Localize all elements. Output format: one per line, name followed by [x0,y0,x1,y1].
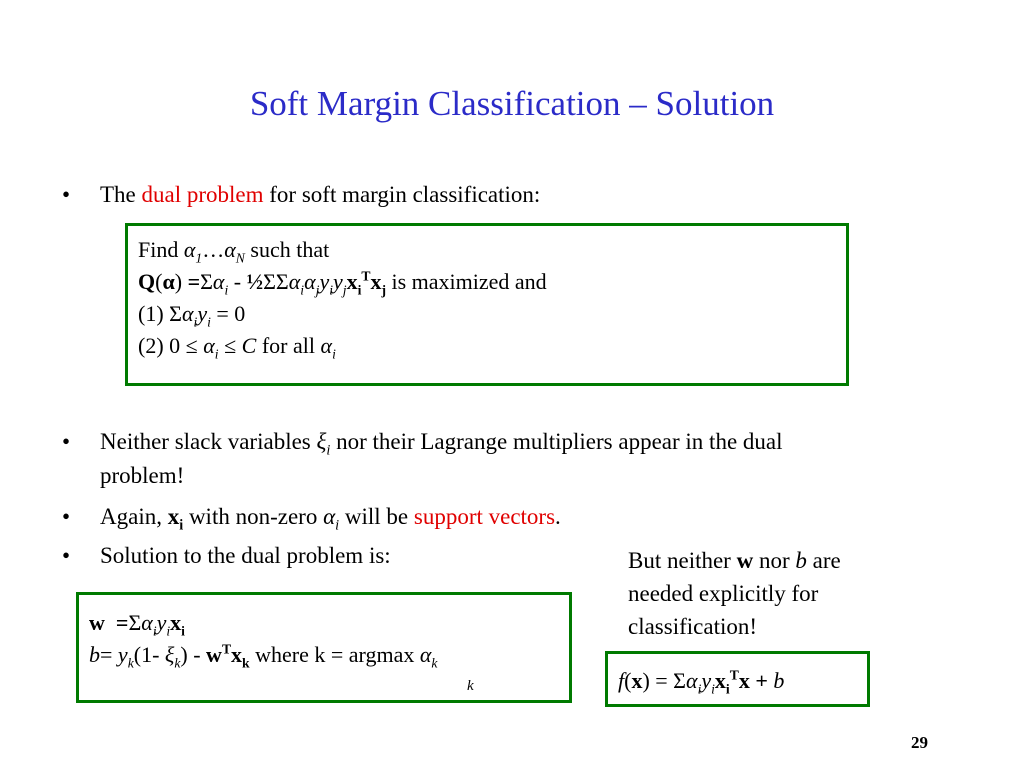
side-note: But neither w nor b are needed explicitly for classification! [628,548,841,639]
bullet-dot: • [62,543,71,568]
bullet-dot: • [62,504,71,529]
dual-line-find: Find $\alpha_1\dots\alpha_N$ such that [138,237,330,266]
decision-function: $f(x) = \Sigma\alpha_iy_ix_i^Tx + b$ [618,667,785,697]
decision-function-box [605,651,870,707]
solution-line-w: $w =\Sigma\alpha_iy_ix_i$ [89,610,185,639]
dual-line-constraint-1: (1) $\Sigma\alpha_iy_i = 0$ [138,301,246,330]
slide-title: Soft Margin Classification – Solution [249,84,775,123]
bullet-dual-problem: • The dual problem for soft margin classification: [100,178,540,212]
solution-box [76,592,572,703]
argmax-subscript: k [467,678,474,694]
bullet-dot: • [62,429,71,454]
bullet-solution: • Solution to the dual problem is: [100,539,391,573]
dual-line-constraint-2: (2) $0 \le \alpha_i \le C$ for all $\alpha_i$ [138,333,336,362]
bullet-slack-variables: • Neither slack variables $\xi_i$ nor their Lagrange multipliers appear in the dual problem! [100,425,980,493]
bullet-support-vectors: • Again, $x_i$ with non-zero $\alpha_i$ will be support vectors. [100,500,561,534]
bullet-dot: • [62,182,71,207]
dual-problem-highlight: dual problem [141,182,264,207]
support-vectors-highlight: support vectors [413,504,556,529]
page-number: 29 [911,733,928,752]
dual-problem-box [125,223,849,386]
solution-line-b: $b= y_k(1-$ $\xi_k) - w^Tx_k$ where k = argmax $\alpha_k$ [89,641,438,671]
dual-line-objective: $Q(\alpha) =\Sigma\alpha_i$ - $\frac{1}{2}\Sigma\Sigma\alpha_i\alpha_jy_iy_jx_i^Tx_j$ is maximized and [138,268,547,298]
